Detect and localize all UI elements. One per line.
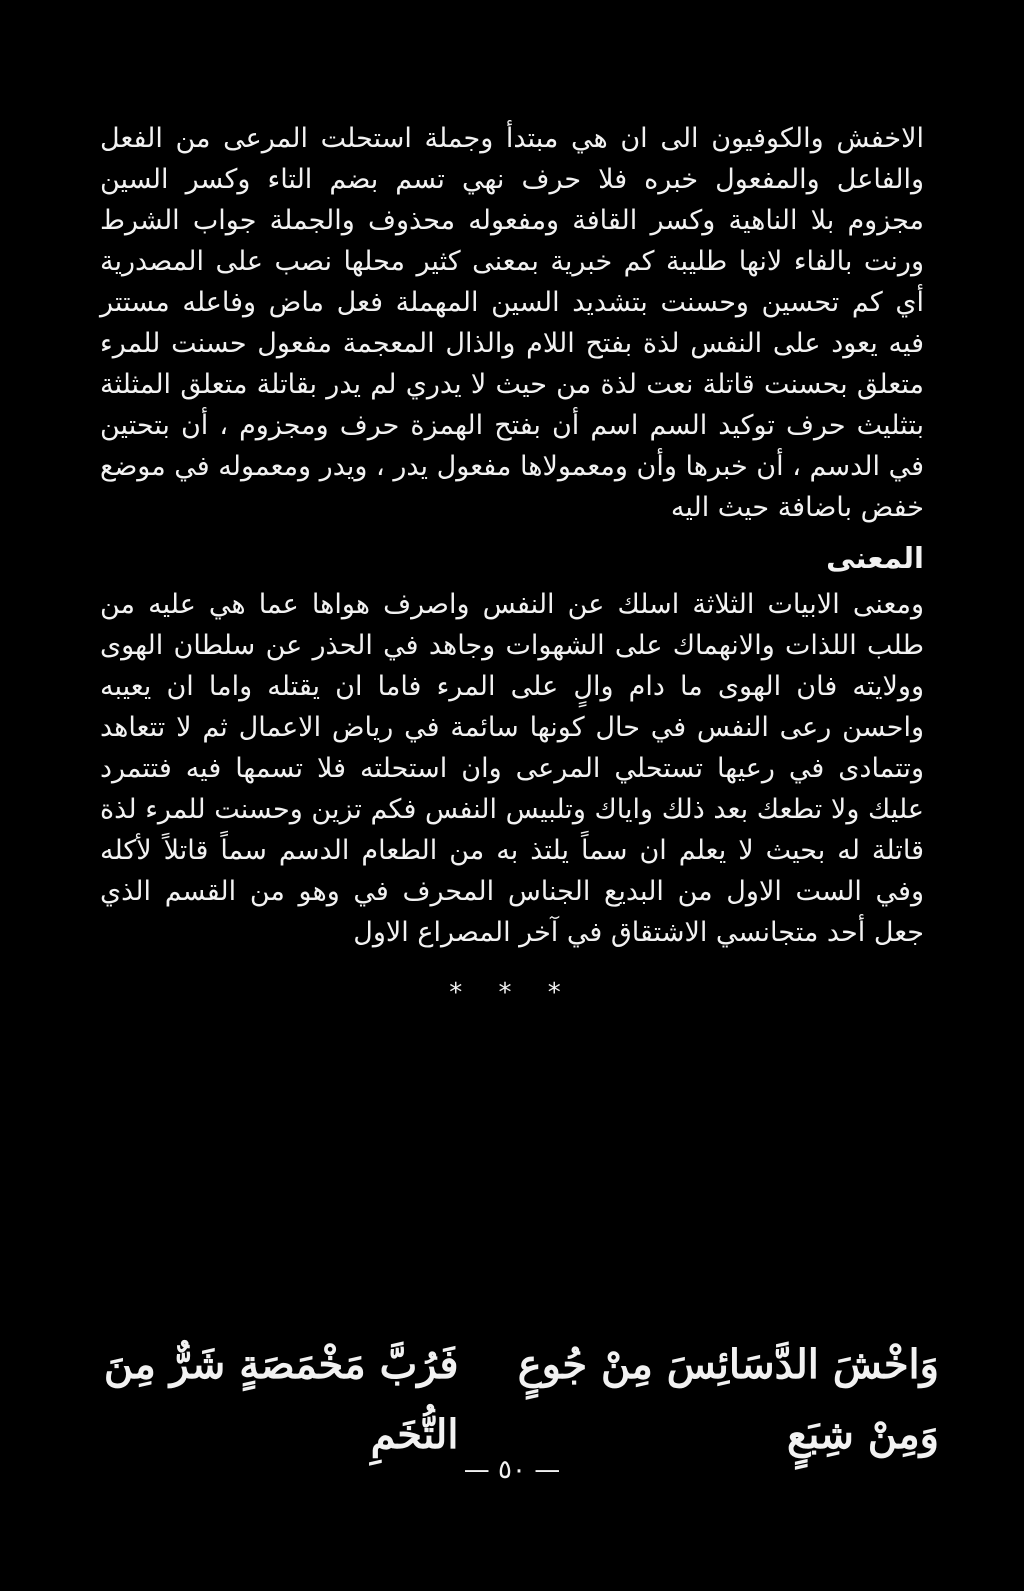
poem-verse (85, 1330, 939, 1470)
commentary-paragraph: الاخفش والكوفيون الى ان هي مبتدأ وجملة استحلت المرعى من الفعل والفاعل والمفعول خبره فلا حرف نهي تسم بضم التاء وكسر السين مجزوم بلا الناهية وكسر القافة ومفعوله محذوف والجملة جواب الشرط ورنت بالفاء لانها طليبة كم خبرية بمعنى كثير محلها نصب على المصدرية أي كم تحسين وحسنت بتشديد السين المهملة فعل ماض وفاعله مستتر فيه يعود على النفس لذة بفتح اللام والذال المعجمة مفعول حسنت للمرء متعلق بحسنت قاتلة نعت لذة من حيث لا يدري لم يدر بقاتلة متعلق المثلثة بتثليث حرف توكيد السم اسم أن بفتح الهمزة حرف ومجزوم ، أن بتحتين في الدسم ، أن خبرها وأن ومعمولاها مفعول يدر ، ويدر ومعموله في موضع خفض باضافة حيث اليه (100, 123, 924, 523)
separator-stars: * * * (449, 978, 575, 1008)
section-heading: المعنى (826, 541, 924, 575)
page-number: — ٥٠ — (463, 1455, 561, 1485)
verse-second-half: فَرُبَّ مَخْمَصَةٍ شَرٌّ مِنَ التُّخَمِ (103, 1341, 459, 1458)
meaning-paragraph: ومعنى الابيات الثلاثة اسلك عن النفس واصرف هواها عما هي عليه من طلب اللذات والانهماك على الشهوات وجاهد في الحذر عن سلطان الهوى وولايته فان الهوى ما دام والٍ على المرء فاما ان يقتله واما ان يعيبه واحسن رعى النفس في حال كونها سائمة في رياض الاعمال ثم لا تتعاهد وتتمادى في رعيها تستحلي المرعى وان استحلته فلا تسمها فيه فتتمرد عليك ولا تطعك بعد ذلك واياك وتلبيس النفس فكم تزين وحسنت للمرء لذة قاتلة له بحيث لا يعلم ان سماً يلتذ به من الطعام الدسم سماً قاتلاً لأكله وفي الست الاول من البديع الجناس المحرف في وهو من القسم الذي جعل أحد متجانسي الاشتقاق في آخر المصراع الاول (100, 589, 924, 948)
verse-first-half: وَاخْشَ الدَّسَائِسَ مِنْ جُوعٍ وَمِنْ شِبَعٍ (517, 1341, 939, 1458)
